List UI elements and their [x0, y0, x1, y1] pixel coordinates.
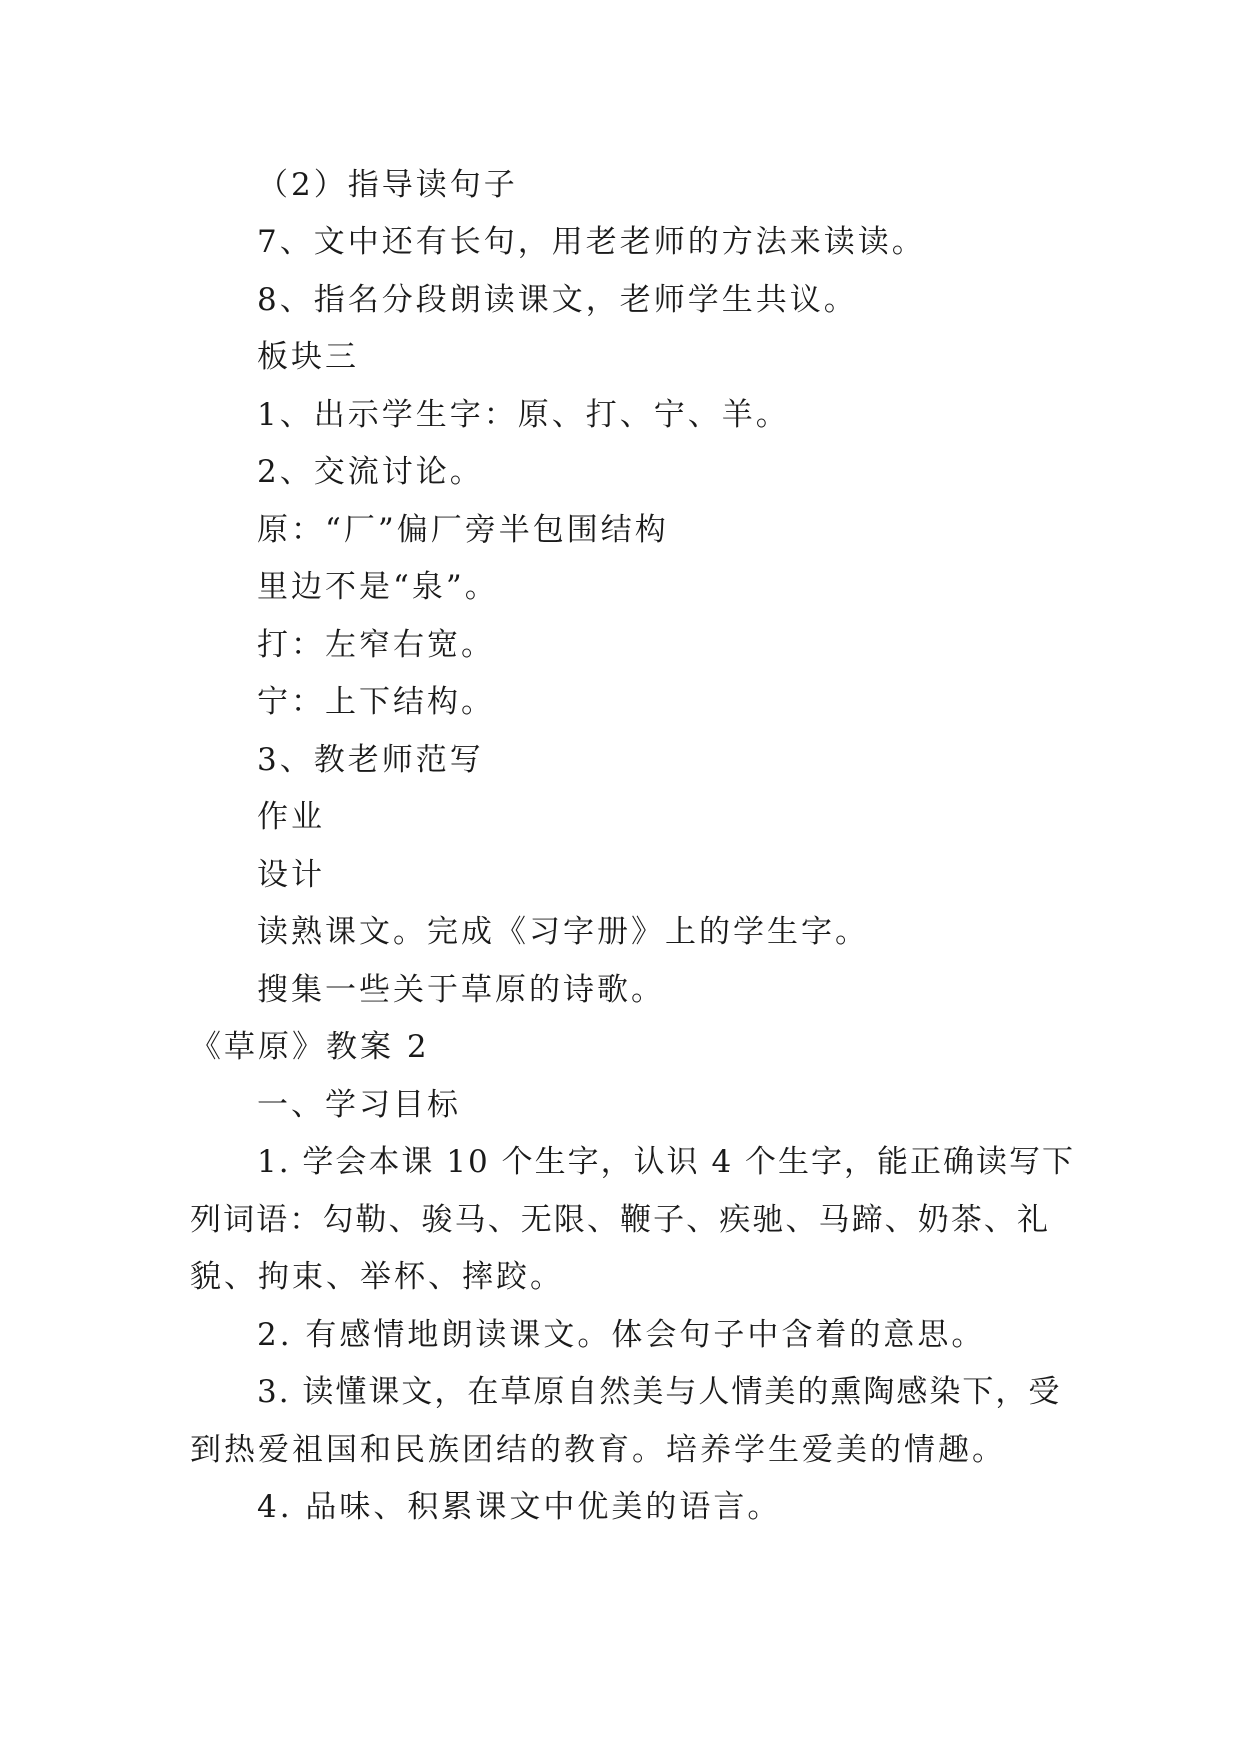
paragraph-item-3: 3、教老师范写	[257, 742, 484, 778]
paragraph-item-8: 8、指名分段朗读课文，老师学生共议。	[257, 282, 858, 318]
paragraph-char-yuan: 原：“厂”偏厂旁半包围结构	[257, 512, 669, 548]
paragraph-homework: 作业	[257, 799, 325, 835]
goal-1-line-2: 列词语：勾勒、骏马、无限、鞭子、疾驰、马蹄、奶茶、礼	[190, 1202, 1050, 1238]
goal-1-line-3: 貌、拘束、举杯、摔跤。	[190, 1259, 564, 1295]
paragraph-item-2: 2、交流讨论。	[257, 454, 484, 490]
goal-3-line-2: 到热爱祖国和民族团结的教育。培养学生爱美的情趣。	[190, 1432, 1006, 1468]
paragraph-item-1: 1、出示学生字：原、打、宁、羊。	[257, 397, 790, 433]
paragraph-char-da: 打：左窄右宽。	[257, 627, 495, 663]
goal-1-line-1: 1. 学会本课 10 个生字，认识 4 个生字，能正确读写下	[257, 1144, 1076, 1180]
paragraph-homework-2: 搜集一些关于草原的诗歌。	[257, 972, 665, 1008]
section-heading: 一、学习目标	[257, 1087, 461, 1123]
paragraph-homework-1: 读熟课文。完成《习字册》上的学生字。	[257, 914, 869, 950]
paragraph-reading-guide: （2）指导读句子	[257, 167, 518, 203]
goal-2: 2. 有感情地朗读课文。体会句子中含着的意思。	[257, 1317, 986, 1353]
goal-4: 4. 品味、积累课文中优美的语言。	[257, 1489, 782, 1525]
paragraph-block-three: 板块三	[257, 339, 359, 375]
section-title: 《草原》教案 2	[190, 1029, 430, 1065]
goal-3-line-1: 3. 读懂课文，在草原自然美与人情美的熏陶感染下，受	[257, 1374, 1062, 1410]
paragraph-item-7: 7、文中还有长句，用老老师的方法来读读。	[257, 224, 926, 260]
paragraph-design: 设计	[257, 857, 325, 893]
paragraph-char-yuan-note: 里边不是“泉”。	[257, 569, 499, 605]
paragraph-char-ning: 宁：上下结构。	[257, 684, 495, 720]
